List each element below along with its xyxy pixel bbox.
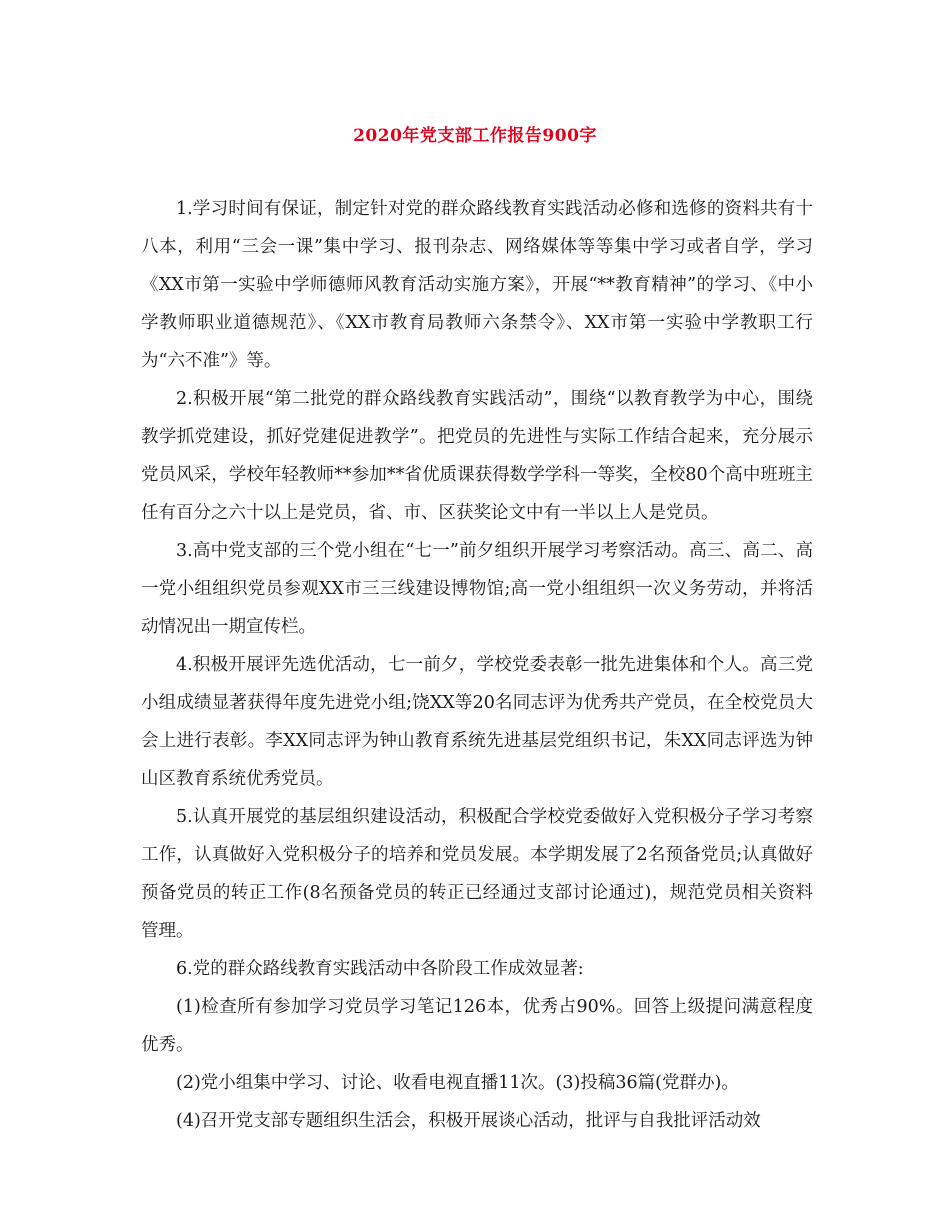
document-title: 2020年党支部工作报告900字 [353, 126, 597, 146]
paragraph-6-item-4: (4)召开党支部专题组织生活会，积极开展谈心活动，批评与自我批评活动效 [176, 1111, 761, 1131]
paragraph-3: 3.高中党支部的三个党小组在“七一”前夕组织开展学习考察活动。高三、高二、高一党小组组织党员参观XX市三三线建设博物馆;高一党小组组织一次义务劳动，并将活动情况出一期宣传栏。 [141, 541, 813, 637]
paragraph-5: 5.认真开展党的基层组织建设活动，积极配合学校党委做好入党积极分子学习考察工作，认真做好入党积极分子的培养和党员发展。本学期发展了2名预备党员;认真做好预备党员的转正工作(8名预备党员的转正已经通过支部讨论通过)，规范党员相关资料管理。 [141, 807, 813, 941]
paragraph-2: 2.积极开展“第二批党的群众路线教育实践活动”，围绕“以教育教学为中心，围绕教学抓党建设，抓好党建促进教学”。把党员的先进性与实际工作结合起来，充分展示党员风采，学校年轻教师**参加**省优质课获得数学学科一等奖，全校80个高中班班主任有百分之六十以上是党员，省、市、区获奖论文中有一半以上人是党员。 [141, 389, 813, 523]
paragraph-4: 4.积极开展评先选优活动，七一前夕，学校党委表彰一批先进集体和个人。高三党小组成绩显著获得年度先进党小组;饶XX等20名同志评为优秀共产党员，在全校党员大会上进行表彰。李XX同志评为钟山教育系统先进基层党组织书记，朱XX同志评选为钟山区教育系统优秀党员。 [141, 655, 813, 789]
document-body [141, 190, 813, 1140]
paragraph-6-item-2-3: (2)党小组集中学习、讨论、收看电视直播11次。(3)投稿36篇(党群办)。 [176, 1073, 739, 1093]
paragraph-1: 1.学习时间有保证，制定针对党的群众路线教育实践活动必修和选修的资料共有十八本，利用“三会一课”集中学习、报刊杂志、网络媒体等等集中学习或者自学，学习《XX市第一实验中学师德师风教育活动实施方案》，开展“**教育精神”的学习、《中小学教师职业道德规范》、《XX市教育局教师六条禁令》、XX市第一实验中学教职工行为“六不准”》等。 [141, 199, 813, 371]
paragraph-6-item-1: (1)检查所有参加学习党员学习笔记126本，优秀占90%。回答上级提问满意程度优秀。 [141, 997, 813, 1055]
paragraph-6: 6.党的群众路线教育实践活动中各阶段工作成效显著: [176, 959, 584, 979]
